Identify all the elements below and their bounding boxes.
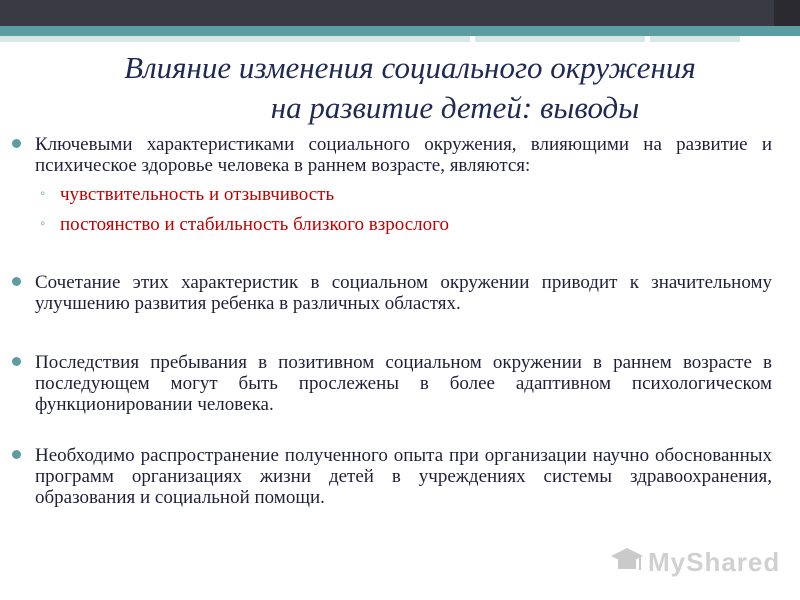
- top-bar: [0, 0, 800, 26]
- ring-bullet-icon: ◦: [40, 216, 46, 232]
- top-bar-accent: [774, 0, 800, 26]
- mortarboard-icon: [610, 545, 644, 579]
- sub-item-1-text: чувствительность и отзывчивость: [60, 184, 335, 205]
- sub-item-2: [30, 214, 772, 236]
- watermark-text: MyShared: [648, 547, 781, 577]
- bullet-paragraph-3: Последствия пребывания в позитивном социальном окружении в раннем возрасте в последующем могут быть прослежены в более адаптивном психологическом функционировании человека.: [30, 352, 772, 415]
- bullet-paragraph-1: Ключевыми характеристиками социального окружения, влияющими на развитие и психическое здоровье человека в раннем возрасте, являются:: [30, 134, 772, 176]
- bullet-paragraph-4: Необходимо распространение полученного опыта при организации научно обоснованных программ организациях жизни детей в учреждениях системы здравоохранения, образования и социальной помощи.: [30, 445, 772, 508]
- light-stripe-right: [650, 36, 740, 42]
- slide-title: [60, 48, 760, 128]
- ring-bullet-icon: ◦: [40, 186, 46, 202]
- sub-item-2-text: постоянство и стабильность близкого взрослого: [60, 214, 449, 235]
- sub-item-1: [30, 184, 772, 206]
- title-line-1: Влияние изменения социального окружения: [124, 50, 696, 85]
- watermark-logo: [610, 545, 790, 581]
- title-line-2: на развитие детей: выводы: [270, 90, 640, 125]
- teal-stripe: [0, 26, 800, 36]
- light-stripe-middle: [475, 36, 645, 42]
- slide-content: [30, 134, 772, 508]
- light-stripe-left: [0, 36, 470, 42]
- bullet-paragraph-2: Сочетание этих характеристик в социальном окружении приводит к значительному улучшению развития ребенка в различных областях.: [30, 272, 772, 314]
